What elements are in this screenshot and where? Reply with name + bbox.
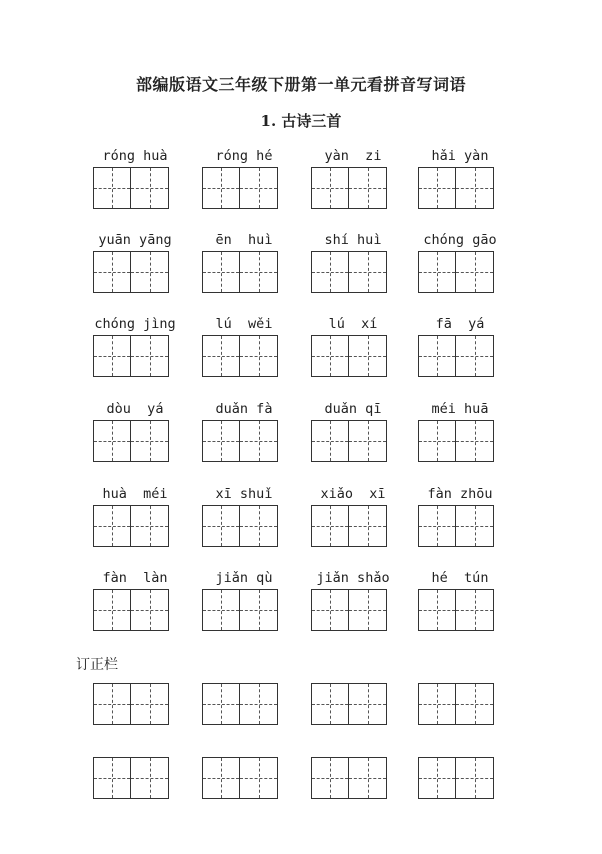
writing-grid [93,505,177,547]
writing-cell[interactable] [202,335,240,377]
writing-grid [202,420,286,462]
writing-cell[interactable] [202,420,240,462]
writing-cell[interactable] [131,683,169,725]
pinyin-label: ēn huì [215,232,273,248]
writing-grid [93,683,177,725]
pinyin-label: jiǎn qù [215,570,273,586]
writing-cell[interactable] [240,683,278,725]
page-title: 部编版语文三年级下册第一单元看拼音写词语 [135,75,466,94]
writing-grid [93,589,177,631]
pinyin-label: huà méi [102,486,168,502]
writing-cell[interactable] [93,683,131,725]
correction-item [418,680,502,725]
writing-grid [418,757,502,799]
writing-cell[interactable] [93,589,131,631]
writing-cell[interactable] [311,420,349,462]
writing-cell[interactable] [202,167,240,209]
writing-cell[interactable] [202,589,240,631]
writing-grid [418,167,502,209]
writing-grid [202,167,286,209]
writing-cell[interactable] [456,589,494,631]
correction-item [202,754,286,799]
writing-grid [202,589,286,631]
correction-item [418,754,502,799]
word-item [93,401,177,462]
pinyin-label: xī shuǐ [215,486,273,502]
writing-cell[interactable] [202,757,240,799]
word-item [202,486,286,547]
word-item [311,232,395,293]
writing-grid [311,251,395,293]
writing-grid [418,420,502,462]
writing-cell[interactable] [93,335,131,377]
pinyin-label: xiǎo xī [320,486,386,502]
writing-cell[interactable] [418,757,456,799]
writing-cell[interactable] [240,589,278,631]
pinyin-label: dòu yá [106,401,164,417]
writing-cell[interactable] [240,505,278,547]
writing-cell[interactable] [93,505,131,547]
writing-cell[interactable] [456,167,494,209]
writing-cell[interactable] [131,335,169,377]
writing-grid [311,757,395,799]
pinyin-label: chóng gāo [423,232,497,248]
pinyin-label: chóng jìng [94,316,176,332]
writing-cell[interactable] [349,335,387,377]
writing-grid [202,335,286,377]
writing-grid [418,505,502,547]
pinyin-label: shí huì [324,232,382,248]
word-item [311,401,395,462]
writing-cell[interactable] [311,757,349,799]
correction-item [311,754,395,799]
writing-cell[interactable] [311,589,349,631]
writing-cell[interactable] [202,683,240,725]
writing-cell[interactable] [418,589,456,631]
writing-grid [202,505,286,547]
word-item [93,232,177,293]
writing-cell[interactable] [349,589,387,631]
writing-cell[interactable] [418,167,456,209]
word-item [418,570,502,631]
writing-cell[interactable] [349,757,387,799]
word-item [311,570,395,631]
pinyin-label: hé tún [431,570,489,586]
correction-label: 订正栏 [76,657,118,673]
pinyin-label: duǎn fà [215,401,273,417]
writing-cell[interactable] [240,167,278,209]
writing-cell[interactable] [456,757,494,799]
pinyin-label: lú wěi [215,316,273,332]
writing-cell[interactable] [131,420,169,462]
writing-grid [311,505,395,547]
word-item [93,148,177,209]
writing-cell[interactable] [311,683,349,725]
writing-cell[interactable] [131,505,169,547]
writing-cell[interactable] [131,167,169,209]
pinyin-label: yàn zi [324,148,382,164]
pinyin-label: hǎi yàn [431,148,489,164]
writing-cell[interactable] [240,335,278,377]
correction-item [93,754,177,799]
writing-cell[interactable] [418,683,456,725]
writing-cell[interactable] [418,505,456,547]
word-item [311,486,395,547]
word-item [202,401,286,462]
writing-cell[interactable] [456,251,494,293]
writing-grid [418,589,502,631]
writing-grid [93,167,177,209]
writing-grid [311,683,395,725]
writing-grid [418,335,502,377]
writing-cell[interactable] [131,251,169,293]
writing-grid [311,420,395,462]
writing-cell[interactable] [202,251,240,293]
writing-grid [93,420,177,462]
correction-item [311,680,395,725]
writing-cell[interactable] [418,335,456,377]
writing-cell[interactable] [311,167,349,209]
writing-cell[interactable] [349,683,387,725]
pinyin-label: yuān yāng [98,232,172,248]
writing-cell[interactable] [349,251,387,293]
writing-cell[interactable] [456,335,494,377]
word-item [93,570,177,631]
pinyin-label: duǎn qī [324,401,382,417]
word-item [418,486,502,547]
correction-item [202,680,286,725]
writing-cell[interactable] [418,251,456,293]
pinyin-label: fā yá [435,316,485,332]
word-item [418,232,502,293]
word-item [311,316,395,377]
pinyin-label: róng hé [215,148,273,164]
word-item [93,486,177,547]
word-item [202,232,286,293]
writing-cell[interactable] [456,420,494,462]
writing-cell[interactable] [456,683,494,725]
word-item [202,570,286,631]
word-item [418,148,502,209]
pinyin-label: róng huà [102,148,168,164]
writing-grid [93,757,177,799]
pinyin-label: méi huā [431,401,489,417]
writing-cell[interactable] [240,251,278,293]
word-item [202,316,286,377]
writing-cell[interactable] [93,167,131,209]
writing-cell[interactable] [240,420,278,462]
writing-cell[interactable] [311,335,349,377]
writing-cell[interactable] [349,505,387,547]
writing-cell[interactable] [240,757,278,799]
writing-grid [202,683,286,725]
writing-grid [311,167,395,209]
correction-item [93,680,177,725]
writing-cell[interactable] [349,167,387,209]
word-item [202,148,286,209]
writing-grid [202,251,286,293]
writing-cell[interactable] [456,505,494,547]
writing-grid [202,757,286,799]
word-item [93,316,177,377]
word-item [418,401,502,462]
writing-cell[interactable] [131,589,169,631]
writing-grid [418,251,502,293]
writing-cell[interactable] [131,757,169,799]
writing-cell[interactable] [311,505,349,547]
word-item [418,316,502,377]
writing-cell[interactable] [93,757,131,799]
word-item [311,148,395,209]
writing-cell[interactable] [311,251,349,293]
pinyin-label: jiǎn shǎo [316,570,390,586]
pinyin-label: lú xí [328,316,378,332]
writing-cell[interactable] [93,251,131,293]
pinyin-label: fàn làn [102,570,168,586]
writing-grid [311,335,395,377]
writing-grid [93,335,177,377]
lesson-title: 1. 古诗三首 [260,112,342,130]
writing-grid [418,683,502,725]
writing-cell[interactable] [202,505,240,547]
writing-cell[interactable] [93,420,131,462]
writing-grid [93,251,177,293]
pinyin-label: fàn zhōu [427,486,493,502]
writing-grid [311,589,395,631]
writing-cell[interactable] [349,420,387,462]
writing-cell[interactable] [418,420,456,462]
